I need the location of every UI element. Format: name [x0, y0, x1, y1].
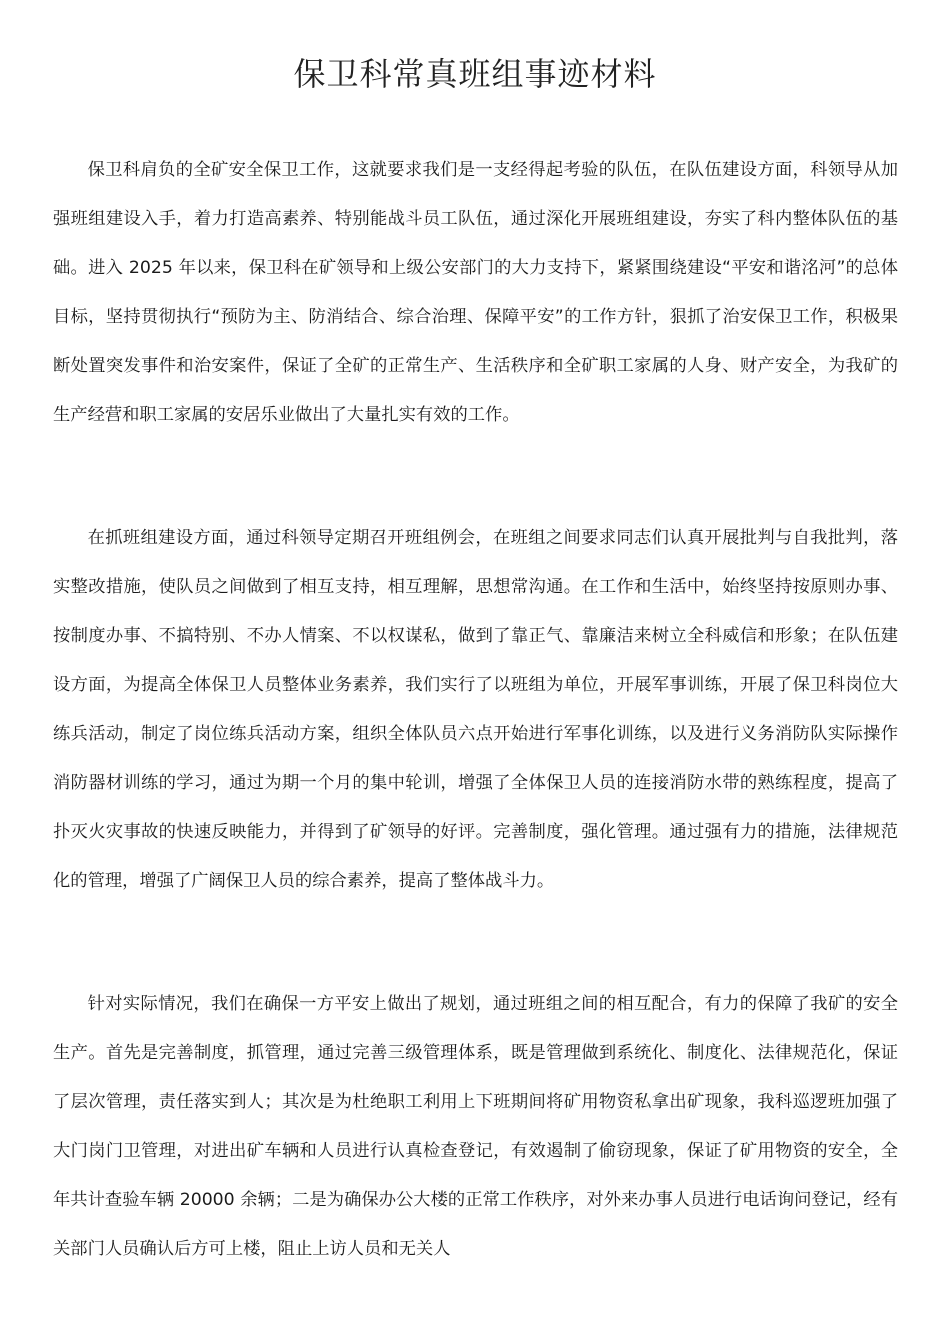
paragraph-2: 在抓班组建设方面，通过科领导定期召开班组例会，在班组之间要求同志们认真开展批判与自我批判，落实整改措施，使队员之间做到了相互支持，相互理解，思想常沟通。在工作和生活中，始终坚持按原则办事、按制度办事、不搞特别、不办人情案、不以权谋私，做到了靠正气、靠廉洁来树立全科威信和形象；在队伍建设方面，为提高全体保卫人员整体业务素养，我们实行了以班组为单位，开展军事训练，开展了保卫科岗位大练兵活动，制定了岗位练兵活动方案，组织全体队员六点开始进行军事化训练，以及进行义务消防队实际操作消防器材训练的学习，通过为期一个月的集中轮训，增强了全体保卫人员的连接消防水带的熟练程度，提高了扑灭火灾事故的快速反映能力，并得到了矿领导的好评。完善制度，强化管理。通过强有力的措施，法律规范化的管理，增强了广阔保卫人员的综合素养，提高了整体战斗力。	[53, 528, 898, 891]
paragraph-1: 保卫科肩负的全矿安全保卫工作，这就要求我们是一支经得起考验的队伍，在队伍建设方面，科领导从加强班组建设入手，着力打造高素养、特别能战斗员工队伍，通过深化开展班组建设，夯实了科内整体队伍的基础。进入 2025 年以来，保卫科在矿领导和上级公安部门的大力支持下，紧紧围绕建设“平安和谐洺河”的总体目标，坚持贯彻执行“预防为主、防消结合、综合治理、保障平安”的工作方针，狠抓了治安保卫工作，积极果断处置突发事件和治安案件，保证了全矿的正常生产、生活秩序和全矿职工家属的人身、财产安全，为我矿的生产经营和职工家属的安居乐业做出了大量扎实有效的工作。	[53, 160, 898, 425]
document-title: 保卫科常真班组事迹材料	[293, 55, 657, 93]
paragraph-3: 针对实际情况，我们在确保一方平安上做出了规划，通过班组之间的相互配合，有力的保障了我矿的安全生产。首先是完善制度，抓管理，通过完善三级管理体系，既是管理做到系统化、制度化、法律规范化，保证了层次管理，责任落实到人；其次是为杜绝职工利用上下班期间将矿用物资私拿出矿现象，我科巡逻班加强了大门岗门卫管理，对进出矿车辆和人员进行认真检查登记，有效遏制了偷窃现象，保证了矿用物资的安全，全年共计查验车辆 20000 余辆；二是为确保办公大楼的正常工作秩序，对外来办事人员进行电话询问登记，经有关部门人员确认后方可上楼，阻止上访人员和无关人	[53, 994, 898, 1259]
